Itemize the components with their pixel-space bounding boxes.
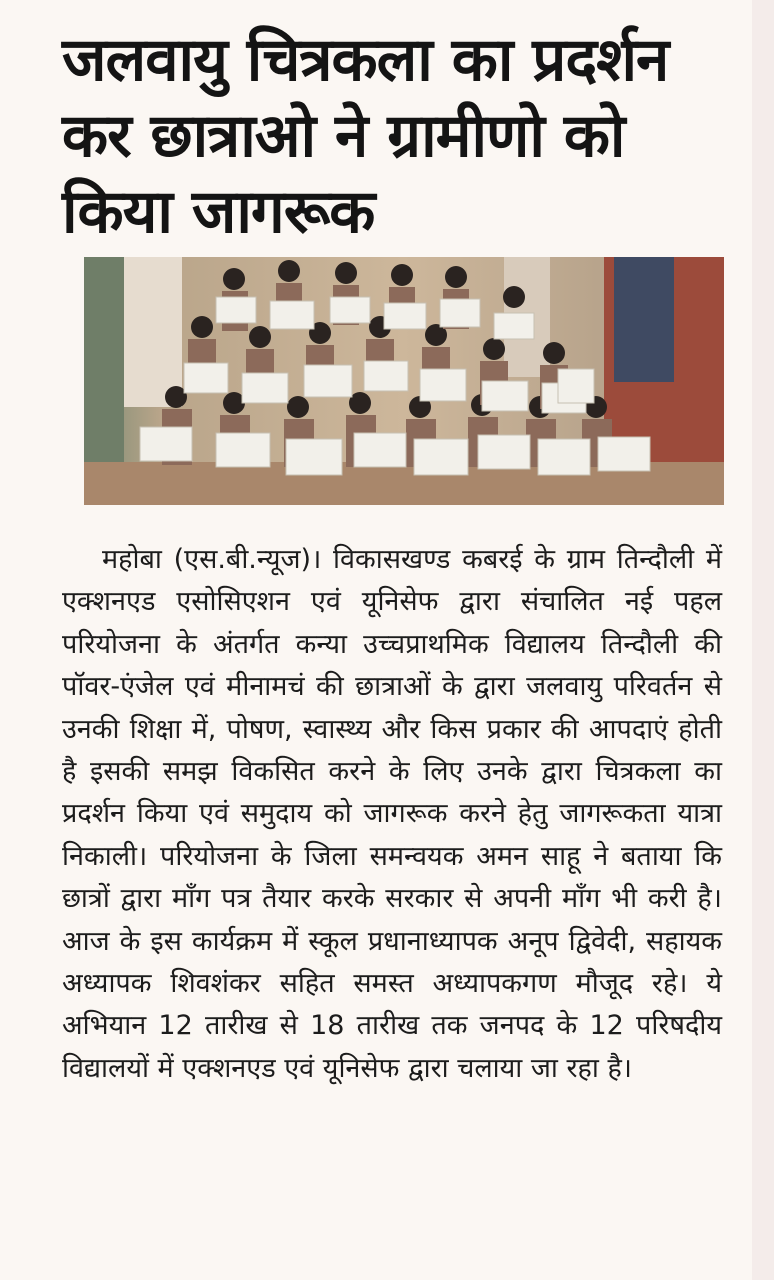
article-photo (84, 257, 724, 505)
article-body: महोबा (एस.बी.न्यूज)। विकासखण्ड कबरई के ग्राम तिन्दौली में एक्शनएड एसोसिएशन एवं यूनिसेफ द्वारा संचालित नई पहल परियोजना के अंतर्गत कन्या उच्चप्राथमिक विद्यालय तिन्दौली की पॉवर-एंजेल एवं मीनामचं की छात्राओं के द्वारा जलवायु परिवर्तन से उनकी शिक्षा में, पोषण, स्वास्थ्य और किस प्रकार की आपदाएं होती है इसकी समझ विकसित करने के लिए उनके द्वारा चित्रकला का प्रदर्शन किया एवं समुदाय को जागरूक करने हेतु जागरूकता यात्रा निकाली। परियोजना के जिला समन्वयक अमन साहू ने बताया कि छात्रों द्वारा माँग पत्र तैयार करके सरकार से अपनी माँग भी करी है। आज के इस कार्यक्रम में स्कूल प्रधानाध्यापक अनूप द्विवेदी, सहायक अध्यापक शिवशंकर सहित समस्त अध्यापकगण मौजूद रहे। ये अभियान 12 तारीख से 18 तारीख तक जनपद के 12 परिषदीय विद्यालयों में एक्शनएड एवं यूनिसेफ द्वारा चलाया जा रहा है। (62, 544, 722, 1084)
group-photo-icon (84, 257, 724, 505)
page-edge (752, 0, 774, 1280)
headline: जलवायु चित्रकला का प्रदर्शन कर छात्राओ ने ग्रामीणो को किया जागरूक (62, 25, 669, 247)
